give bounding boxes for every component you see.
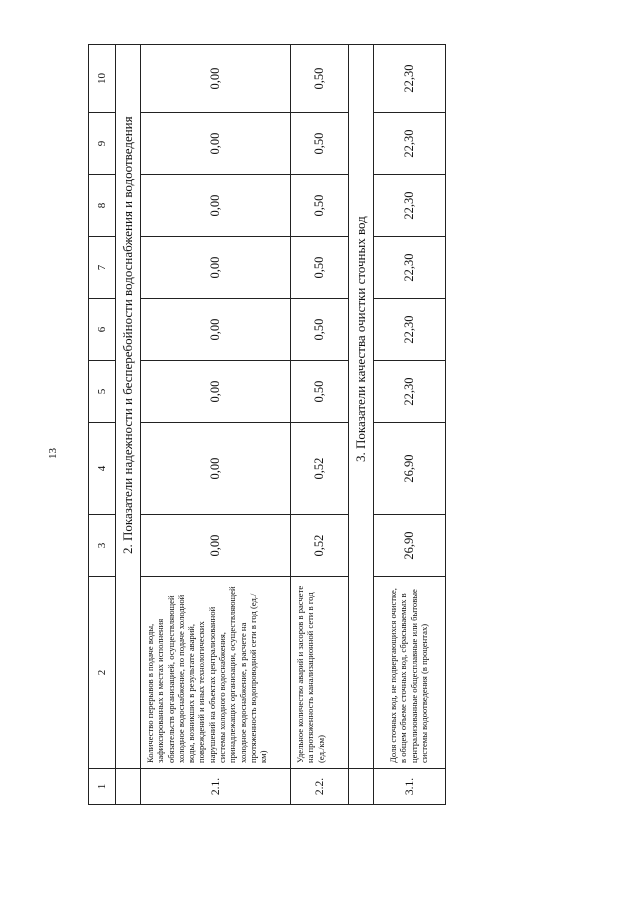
indicators-table <box>88 44 446 805</box>
row-description: Количество перерывов в подаче воды, зафиксированных в местах исполнения обязательств организацией, осуществляющей холодное водоснабжение, по подаче холодной воды, возникших в результате аварий, повреждений и иных технологических нарушений на объектах централизованной системы холодного водоснабжения, принадлежащих организации, осуществляющей холодное водоснабжение, в расчете на протяженность водопроводной сети в год (ед./км) <box>141 577 291 769</box>
value-cell: 0,50 <box>291 361 349 423</box>
header-cell: 6 <box>89 299 116 361</box>
value-cell: 26,90 <box>374 423 446 515</box>
section-gap-cell <box>349 769 374 805</box>
value-cell: 26,90 <box>374 515 446 577</box>
header-cell: 4 <box>89 423 116 515</box>
value-cell: 0,50 <box>291 45 349 113</box>
table-row <box>291 45 349 805</box>
row-number: 3.1. <box>374 769 446 805</box>
value-cell: 22,30 <box>374 237 446 299</box>
value-cell: 22,30 <box>374 175 446 237</box>
table-row <box>141 45 291 805</box>
table-row <box>374 45 446 805</box>
header-cell: 8 <box>89 175 116 237</box>
value-cell: 0,00 <box>141 299 291 361</box>
row-number: 2.1. <box>141 769 291 805</box>
value-cell: 22,30 <box>374 113 446 175</box>
section-title-2: 2. Показатели надежности и бесперебойности водоснабжения и водоотведения <box>116 45 141 769</box>
section-title-3: 3. Показатели качества очистки сточных вод <box>349 45 374 769</box>
value-cell: 0,50 <box>291 175 349 237</box>
value-cell: 0,00 <box>141 45 291 113</box>
value-cell: 0,00 <box>141 515 291 577</box>
value-cell: 0,00 <box>141 237 291 299</box>
value-cell: 0,50 <box>291 237 349 299</box>
value-cell: 0,00 <box>141 113 291 175</box>
header-row <box>89 45 116 805</box>
rotated-table-wrapper <box>88 64 429 805</box>
header-cell: 7 <box>89 237 116 299</box>
value-cell: 0,52 <box>291 515 349 577</box>
value-cell: 22,30 <box>374 361 446 423</box>
section-row <box>349 45 374 805</box>
header-cell: 2 <box>89 577 116 769</box>
value-cell: 22,30 <box>374 45 446 113</box>
value-cell: 0,00 <box>141 423 291 515</box>
value-cell: 0,52 <box>291 423 349 515</box>
row-number: 2.2. <box>291 769 349 805</box>
page-number: 13 <box>47 448 59 459</box>
value-cell: 0,50 <box>291 113 349 175</box>
header-cell: 3 <box>89 515 116 577</box>
value-cell: 0,00 <box>141 175 291 237</box>
value-cell: 0,00 <box>141 361 291 423</box>
section-gap-cell <box>116 769 141 805</box>
header-cell: 1 <box>89 769 116 805</box>
header-cell: 10 <box>89 45 116 113</box>
row-description: Доля сточных вод, не подвергающихся очистке, в общем объеме сточных вод, сбрасываемых в централизованные общесплавные или бытовые системы водоотведения (в процентах) <box>374 577 446 769</box>
value-cell: 0,50 <box>291 299 349 361</box>
value-cell: 22,30 <box>374 299 446 361</box>
header-cell: 5 <box>89 361 116 423</box>
row-description: Удельное количество аварий и засоров в расчете на протяженность канализационной сети в год (ед./км) <box>291 577 349 769</box>
section-row <box>116 45 141 805</box>
header-cell: 9 <box>89 113 116 175</box>
